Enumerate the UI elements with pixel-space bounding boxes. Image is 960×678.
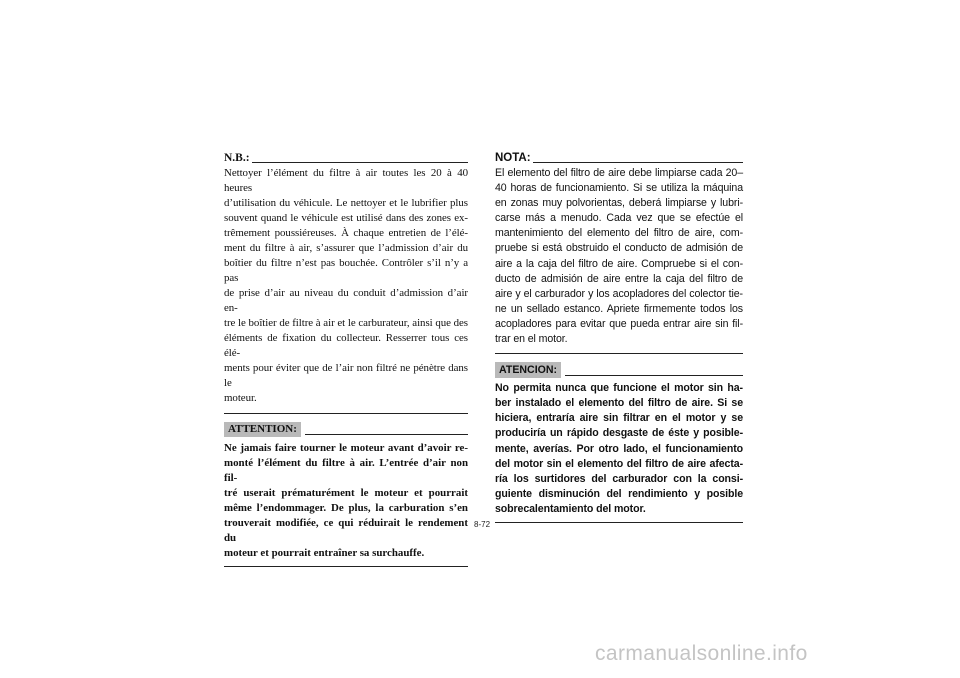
text-line: hiciera, entraría aire sin filtrar en el motor y se [495, 412, 743, 425]
text-line: El elemento del filtro de aire debe limpiarse cada 20– [495, 167, 743, 179]
spanish-note-text [495, 166, 743, 347]
text-line: boîtier du filtre n’est pas bouchée. Contrôler s’il n’y a pas [224, 257, 468, 284]
text-line: trouverait modifiée, ce qui réduirait le rendement du [224, 517, 468, 544]
text-line: moteur et pourrait entraîner sa surchauffe. [224, 547, 425, 559]
french-note-label: N.B.: [224, 152, 250, 164]
text-line: ne un sellado estanco. Apriete firmemente todos los [495, 302, 743, 315]
text-line: aire a la caja del filtro de aire. Compruebe si el con- [495, 257, 743, 270]
text-line: produciría un rápido desgaste de éste y posible- [495, 427, 743, 440]
spanish-note-header [495, 152, 743, 165]
text-line: ducto de admisión de aire entre la caja del filtro de [495, 272, 743, 285]
french-note-rule [252, 162, 468, 163]
text-line: ría los surtidores del carburador con la consi- [495, 472, 743, 485]
text-line: de prise d’air au niveau du conduit d’admission d’air en- [224, 287, 468, 314]
french-note-end-rule [224, 413, 468, 414]
watermark: carmanualsonline.info [595, 642, 808, 665]
french-caution-header [224, 422, 468, 437]
text-line: même l’endommager. De plus, la carburation s’en [224, 502, 468, 514]
text-line: pruebe si está obstruido el conducto de admisión de [495, 242, 743, 255]
text-line: sobrecalentamiento del motor. [495, 502, 646, 515]
french-caution-end-rule [224, 566, 468, 567]
text-line: d’utilisation du véhicule. Le nettoyer et le lubrifier plus [224, 197, 468, 209]
french-note-text [224, 166, 468, 406]
text-line: trêmement poussiéreuses. À chaque entretien de l’élé- [224, 227, 468, 239]
spanish-note-end-rule [495, 353, 743, 354]
spanish-note-rule [533, 162, 743, 163]
text-line: en zonas muy polvorientas, deberá limpiarse y lubri- [495, 197, 743, 210]
text-line: ber instalado el elemento del filtro de aire. Si se [495, 397, 743, 410]
french-note-header [224, 152, 468, 165]
french-caution-rule [305, 434, 468, 435]
text-line: Nettoyer l’élément du filtre à air toutes les 20 à 40 heures [224, 167, 468, 194]
french-column [224, 152, 468, 567]
text-line: tre le boîtier de filtre à air et le carburateur, ainsi que des [224, 317, 468, 329]
spanish-caution-header [495, 362, 743, 378]
spanish-caution-text [495, 381, 743, 517]
text-line: Ne jamais faire tourner le moteur avant d’avoir re- [224, 442, 468, 454]
text-line: trar en el motor. [495, 333, 568, 346]
spanish-caution-end-rule [495, 522, 743, 523]
spanish-column [495, 152, 743, 523]
text-line: tré userait prématurément le moteur et pourrait [224, 487, 468, 499]
french-caution-text [224, 441, 468, 561]
text-line: mantenimiento del elemento del filtro de aire, com- [495, 227, 743, 240]
text-line: carse más a menudo. Cada vez que se efectúe el [495, 212, 743, 225]
text-line: souvent quand le véhicule est utilisé dans des zones ex- [224, 212, 468, 224]
text-line: guiente disminución del rendimiento y posible [495, 487, 743, 500]
page-number: 8-72 [474, 520, 491, 529]
spanish-caution-rule [565, 375, 743, 376]
text-line: monté l’élément du filtre à air. L’entrée d’air non fil- [224, 457, 468, 484]
text-line: éléments de fixation du collecteur. Resserrer tous ces élé- [224, 332, 468, 359]
spanish-note-label: NOTA: [495, 152, 531, 164]
spanish-caution-label: ATENCION: [495, 362, 561, 378]
text-line: No permita nunca que funcione el motor sin ha- [495, 382, 743, 395]
text-line: moteur. [224, 392, 257, 404]
text-line: del motor sin el elemento del filtro de aire afecta- [495, 457, 743, 470]
text-line: acopladores para evitar que pueda entrar aire sin fil- [495, 317, 743, 330]
french-caution-label: ATTENTION: [224, 422, 301, 437]
text-line: 40 horas de funcionamiento. Si se utiliza la máquina [495, 182, 743, 195]
text-line: aire y el carburador y los acopladores del colector tie- [495, 287, 743, 300]
text-line: ment du filtre à air, s’assurer que l’admission d’air du [224, 242, 468, 254]
text-line: mente, averías. Por otro lado, el funcionamiento [495, 442, 743, 455]
text-line: ments pour éviter que de l’air non filtré ne pénètre dans le [224, 362, 468, 389]
